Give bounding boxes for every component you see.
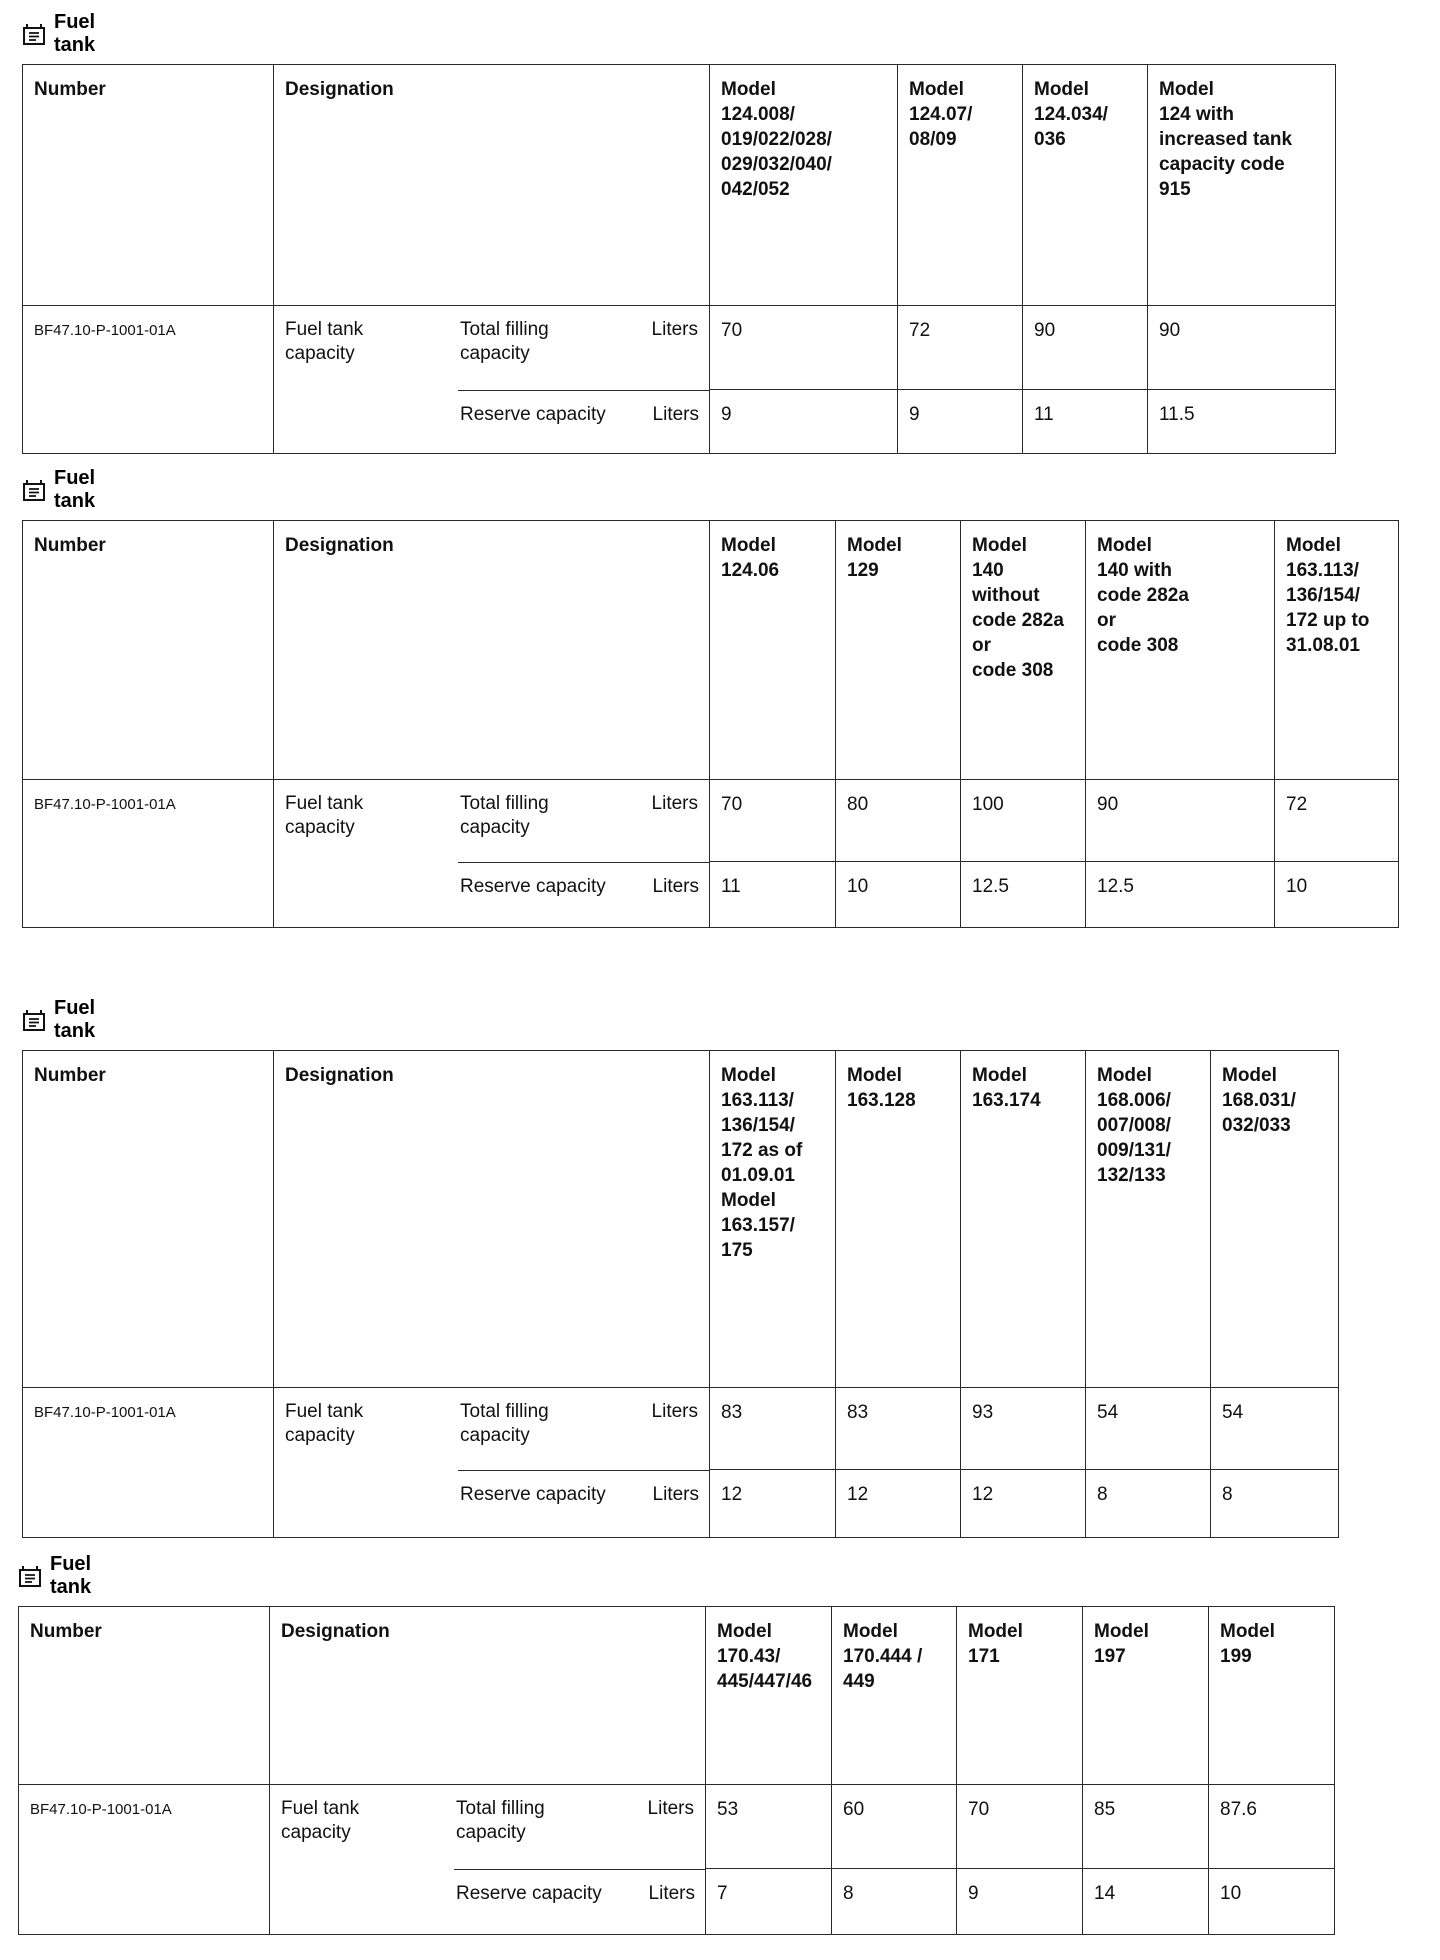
designation-name: Fuel tank capacity	[285, 319, 364, 364]
document-icon	[22, 1008, 46, 1032]
row-unit: Liters	[652, 404, 699, 425]
header-designation: Designation	[274, 521, 710, 780]
document-icon	[22, 478, 46, 502]
header-model: Model 170.444 / 449	[832, 1607, 957, 1785]
row-unit: Liters	[651, 793, 698, 814]
header-number: Number	[19, 1607, 270, 1785]
fuel-tank-table	[22, 520, 1399, 928]
fuel-tank-table	[22, 1050, 1339, 1538]
header-model: Model 124.06	[710, 521, 836, 780]
fuel-tank-table	[22, 64, 1336, 454]
value-cell: 10	[1209, 1869, 1335, 1935]
section-title	[18, 1553, 92, 1598]
row-label-group	[454, 1869, 706, 1935]
header-model: Model 124.008/ 019/022/028/ 029/032/040/ 042/052	[710, 65, 898, 306]
header-model: Model 163.113/ 136/154/ 172 up to 31.08.01	[1275, 521, 1399, 780]
designation-name: Fuel tank capacity	[285, 1401, 364, 1446]
row-unit: Liters	[652, 876, 699, 897]
value-cell: 100	[961, 780, 1086, 862]
row-label-group	[456, 1785, 705, 1881]
row-unit: Liters	[648, 1883, 695, 1904]
header-model: Model 163.128	[836, 1051, 961, 1388]
number-cell: BF47.10-P-1001-01A	[23, 306, 274, 454]
row-label-group	[458, 862, 710, 928]
value-cell: 9	[898, 390, 1023, 454]
value-cell: 54	[1086, 1388, 1211, 1470]
value-cell: 70	[710, 780, 836, 862]
value-cell: 9	[957, 1869, 1083, 1935]
document-icon	[22, 22, 46, 46]
designation-cell	[274, 780, 710, 928]
header-model: Model 124 with increased tank capacity code 915	[1148, 65, 1336, 306]
row-label: Reserve capacity	[460, 1484, 606, 1505]
value-cell: 10	[836, 862, 961, 928]
value-cell: 8	[1086, 1470, 1211, 1538]
header-number: Number	[23, 521, 274, 780]
header-model: Model 168.031/ 032/033	[1211, 1051, 1339, 1388]
section-title-text: Fuel tank	[54, 11, 96, 56]
header-model: Model 171	[957, 1607, 1083, 1785]
number-cell: BF47.10-P-1001-01A	[19, 1785, 270, 1935]
value-cell: 12.5	[1086, 862, 1275, 928]
value-cell: 8	[1211, 1470, 1339, 1538]
value-cell: 72	[1275, 780, 1399, 862]
designation-name: Fuel tank capacity	[285, 793, 364, 838]
row-unit: Liters	[651, 1401, 698, 1422]
value-cell: 10	[1275, 862, 1399, 928]
header-designation: Designation	[270, 1607, 706, 1785]
value-cell: 90	[1023, 306, 1148, 390]
value-cell: 60	[832, 1785, 957, 1869]
header-model: Model 124.07/ 08/09	[898, 65, 1023, 306]
row-label: Total filling capacity	[460, 319, 549, 364]
value-cell: 90	[1148, 306, 1336, 390]
section-title-text: Fuel tank	[54, 997, 96, 1042]
value-cell: 83	[710, 1388, 836, 1470]
header-model: Model 199	[1209, 1607, 1335, 1785]
value-cell: 12	[836, 1470, 961, 1538]
row-label-group	[458, 1470, 710, 1538]
header-designation: Designation	[274, 65, 710, 306]
header-model: Model 163.174	[961, 1051, 1086, 1388]
row-label: Reserve capacity	[456, 1883, 602, 1904]
row-label: Total filling capacity	[456, 1798, 545, 1843]
header-model: Model 163.113/ 136/154/ 172 as of 01.09.01 Model 163.157/ 175	[710, 1051, 836, 1388]
row-label-group	[460, 1388, 709, 1482]
value-cell: 87.6	[1209, 1785, 1335, 1869]
row-unit: Liters	[647, 1798, 694, 1819]
fuel-tank-table	[18, 1606, 1335, 1935]
header-number: Number	[23, 1051, 274, 1388]
header-model: Model 168.006/ 007/008/ 009/131/ 132/133	[1086, 1051, 1211, 1388]
value-cell: 11.5	[1148, 390, 1336, 454]
section-title-text: Fuel tank	[54, 467, 96, 512]
row-unit: Liters	[652, 1484, 699, 1505]
designation-name: Fuel tank capacity	[281, 1798, 360, 1843]
value-cell: 53	[706, 1785, 832, 1869]
row-label: Total filling capacity	[460, 793, 549, 838]
row-label: Total filling capacity	[460, 1401, 549, 1446]
section-title-text: Fuel tank	[50, 1553, 92, 1598]
value-cell: 11	[1023, 390, 1148, 454]
row-label-group	[460, 306, 709, 402]
value-cell: 12.5	[961, 862, 1086, 928]
value-cell: 85	[1083, 1785, 1209, 1869]
number-cell: BF47.10-P-1001-01A	[23, 780, 274, 928]
value-cell: 93	[961, 1388, 1086, 1470]
value-cell: 54	[1211, 1388, 1339, 1470]
header-number: Number	[23, 65, 274, 306]
value-cell: 11	[710, 862, 836, 928]
header-model: Model 140 without code 282a or code 308	[961, 521, 1086, 780]
row-label: Reserve capacity	[460, 876, 606, 897]
value-cell: 72	[898, 306, 1023, 390]
value-cell: 8	[832, 1869, 957, 1935]
section-title	[22, 11, 96, 56]
value-cell: 70	[710, 306, 898, 390]
row-label-group	[458, 390, 710, 454]
row-label-group	[460, 780, 709, 874]
value-cell: 12	[961, 1470, 1086, 1538]
value-cell: 90	[1086, 780, 1275, 862]
value-cell: 83	[836, 1388, 961, 1470]
designation-cell	[274, 1388, 710, 1538]
header-model: Model 140 with code 282a or code 308	[1086, 521, 1275, 780]
number-cell: BF47.10-P-1001-01A	[23, 1388, 274, 1538]
header-model: Model 170.43/ 445/447/46	[706, 1607, 832, 1785]
value-cell: 70	[957, 1785, 1083, 1869]
row-unit: Liters	[651, 319, 698, 340]
value-cell: 12	[710, 1470, 836, 1538]
section-title	[22, 467, 96, 512]
value-cell: 14	[1083, 1869, 1209, 1935]
designation-cell	[270, 1785, 706, 1935]
value-cell: 7	[706, 1869, 832, 1935]
section-title	[22, 997, 96, 1042]
header-designation: Designation	[274, 1051, 710, 1388]
designation-cell	[274, 306, 710, 454]
header-model: Model 129	[836, 521, 961, 780]
header-model: Model 197	[1083, 1607, 1209, 1785]
document-icon	[18, 1564, 42, 1588]
value-cell: 9	[710, 390, 898, 454]
header-model: Model 124.034/ 036	[1023, 65, 1148, 306]
value-cell: 80	[836, 780, 961, 862]
row-label: Reserve capacity	[460, 404, 606, 425]
